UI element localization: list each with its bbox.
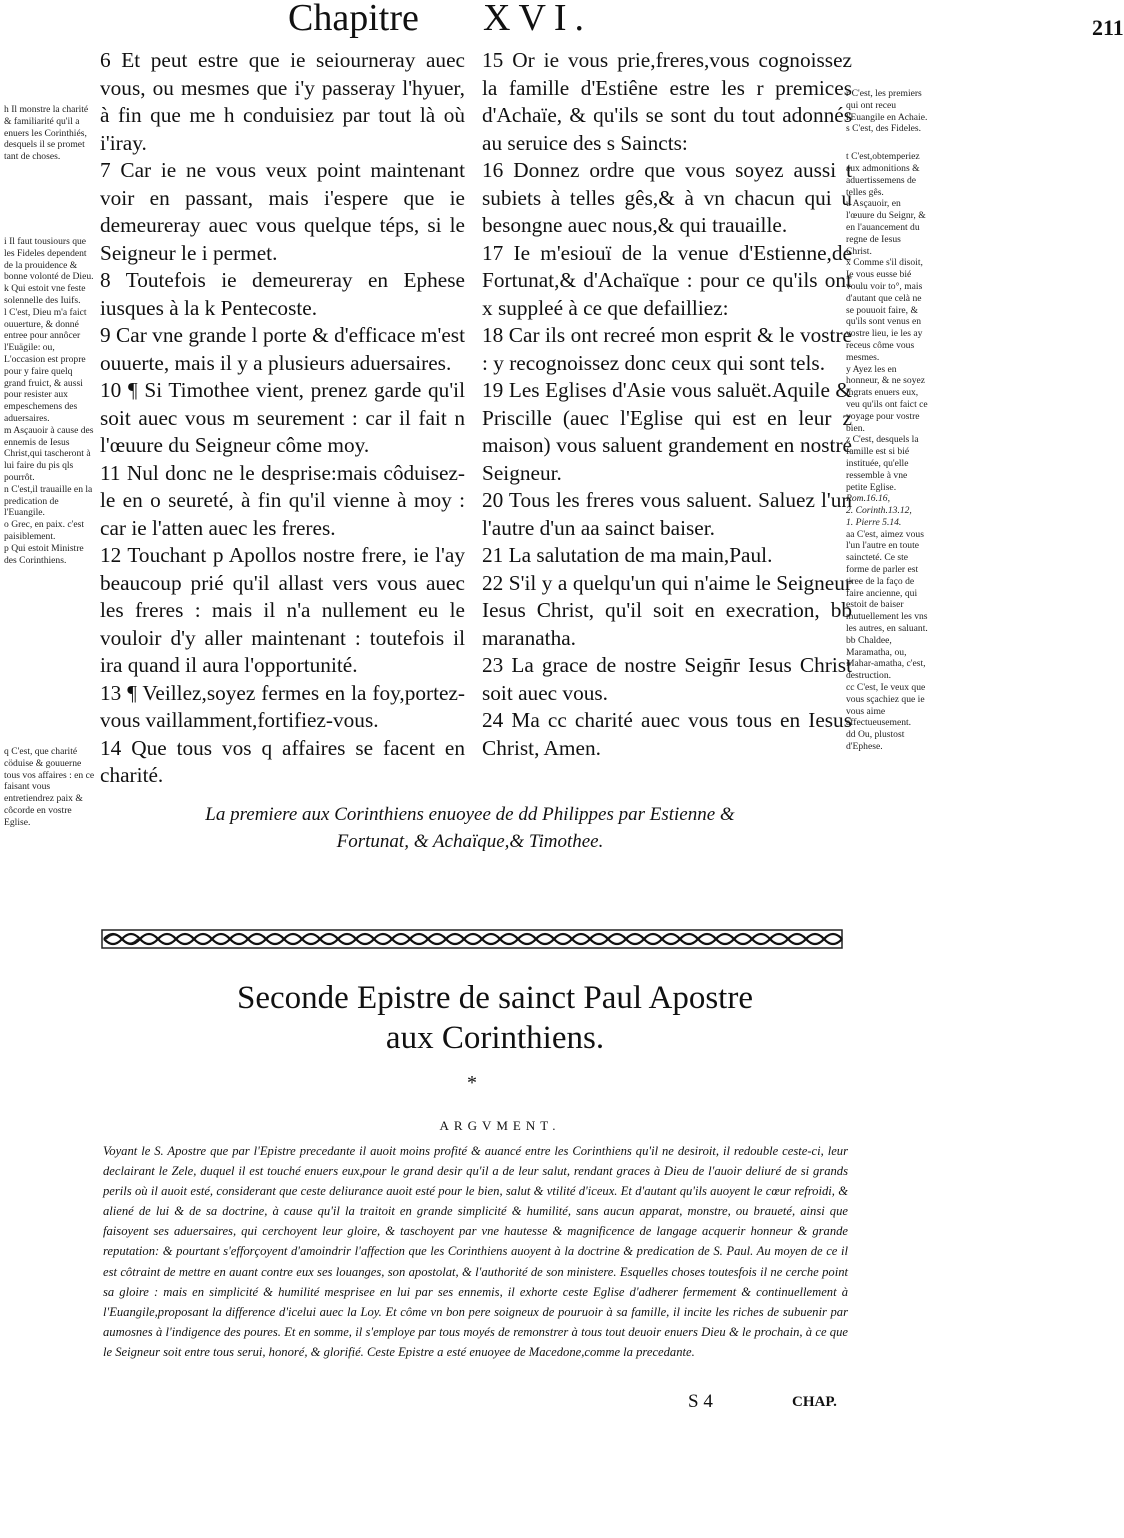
margin-note: z C'est, desquels la famille est si bié instituée, qu'elle ressemble à vne petite Eglise. [846, 434, 919, 493]
margin-note: dd Ou, plustost d'Ephese. [846, 729, 905, 753]
margin-note: aa C'est, aimez vous l'un l'autre en toute saincteté. Ce ste forme de parler est tiree de la faço de faire ancienne, qui estoit de baiser mutuellement les vns les autres, en saluant. [846, 528, 928, 635]
epistle-title-line-2: aux Corinthiens. [385, 1020, 605, 1056]
running-head [280, 0, 1124, 42]
verse: 24 Ma cc charité auec vous tous en Iesus Christ, Amen. [482, 708, 852, 760]
margin-note: cc C'est, Ie veux que vous sçachiez que ie vous aime affectueusement. [846, 682, 926, 729]
margin-note: m Asçauoir à cause des ennemis de Iesus Christ,qui tascheront à lui faire du pis qls pourrôt. [4, 424, 94, 483]
verse: 22 S'il y a quelqu'un qui n'aime le Seigneur Iesus Christ, qu'il soit en execration, bb maranatha. [482, 570, 852, 650]
margin-note: n C'est,il trauaille en la predication de l'Euangile. [4, 483, 93, 519]
colophon-line-1: La premiere aux Corinthiens enuoyee de dd Philippes par Estienne & [205, 804, 735, 825]
margin-note: p Qui estoit Ministre des Corinthiens. [4, 542, 84, 566]
margin-note: i Il faut tousiours que les Fideles dependent de la prouidence & bonne volonté de Dieu. [4, 236, 94, 283]
margin-note: bb Chaldee, Maramatha, ou, Mahar-amatha, c'est, destruction. [846, 634, 926, 682]
epistle-title-line-1: Seconde Epistre de sainct Paul Apostre [237, 980, 753, 1016]
left-margin-notes-2 [4, 236, 96, 566]
verse: 12 Touchant p Apollos nostre frere, ie l'ay beaucoup prié qu'il allast vers vous auec les freres : mais il n'a nullement eu le vouloir d'y aller maintenant : toutefois il ira quand il aura l'opportunité. [100, 543, 465, 677]
margin-note: u Asçauoir, en l'œuure du Seignr, & en l'auancement du regne de Iesus Christ. [846, 198, 926, 257]
verse: 7 Car ie ne vous veux point maintenant voir en passant, mais i'espere que ie demeureray auec vous quelque téps, si le Seigneur le i permet. [100, 158, 465, 265]
margin-note: t C'est,obtemperiez aux admonitions & aduertissemens de telles gês. [846, 151, 920, 198]
colophon-line-2: Fortunat, & Achaïque,& Timothee. [336, 831, 604, 852]
margin-note: r C'est, les premiers qui ont receu l'Euangile en Achaie. [846, 88, 928, 123]
left-text-column [100, 47, 465, 790]
running-head-chapter: Chapitre [288, 0, 419, 39]
margin-note: h Il monstre la charité & familiarité qu'il a enuers les Corinthiés, desquels il se promet tant de choses. [4, 104, 89, 163]
ornamental-band [102, 928, 842, 950]
verse: 10 ¶ Si Timothee vient, prenez garde qu'il soit auec vous m seurement : car il fait n l'œuure du Seigneur côme moy. [100, 378, 465, 457]
running-head-number: XVI. [483, 0, 593, 39]
verse: 6 Et peut estre que ie seiourneray auec vous, ou mesmes que i'y passeray l'hyuer, à fin que me h conduisiez par tout là où i'iray. [100, 48, 465, 155]
margin-note: k Qui estoit vne feste solennelle des Iuifs. [4, 283, 86, 306]
cross-reference: 2. Corinth.13.12, [846, 505, 912, 517]
left-margin-notes-1 [4, 104, 96, 163]
margin-note: l C'est, Dieu m'a faict ouuerture, & donné entree pour annôcer l'Euägile: ou, L'occasion est propre pour y faire quelq grand fruict, & aussi pour resister aux empeschemens des aduersaires. [4, 306, 87, 424]
cross-reference: Rom.16.16, [846, 493, 890, 505]
epistle-title [170, 978, 820, 1058]
argument-heading: ARGVMENT. [439, 1118, 561, 1133]
page-number: 211 [1092, 15, 1124, 40]
cross-reference: 1. Pierre 5.14. [846, 516, 902, 528]
colophon [190, 801, 750, 855]
asterisk-glyph: * [467, 1072, 477, 1094]
margin-note: q C'est, que charité cöduise & gouuerne tous vos affaires : en ce faisant vous entretiendrez paix & côcorde en vostre Eglise. [4, 746, 95, 828]
left-margin-notes-3 [4, 746, 96, 829]
verse: 18 Car ils ont recreé mon esprit & le vostre : y recognoissez donc ceux qui sont tels. [482, 323, 852, 375]
verse: 17 Ie m'esiouï de la venue d'Estienne,de Fortunat,& d'Achaïque : pour ce qu'ils ont x suppleé à ce que defailliez: [482, 240, 852, 320]
right-margin-notes [846, 88, 928, 753]
right-text-column [482, 47, 852, 762]
margin-note: s C'est, des Fideles. [846, 123, 922, 135]
verse: 23 La grace de nostre Seign̄r Iesus Christ soit auec vous. [482, 653, 852, 705]
verse: 11 Nul donc ne le desprise:mais côduisez-le en o seureté, à fin qu'il vienne à moy : car ie l'atten auec les freres. [100, 460, 465, 540]
verse: 16 Donnez ordre que vous soyez aussi t subiets à telles gês,& à vn chacun qui u besongne auec nous,& qui trauaille. [482, 158, 852, 237]
verse: 19 Les Eglises d'Asie vous saluët.Aquile & Priscille (auec l'Eglise qui est en leur z maison) vous saluent grandement en nostre Seigneur. [482, 378, 852, 485]
verse: 8 Toutefois ie demeureray en Ephese iusques à la k Pentecoste. [100, 268, 465, 320]
verse: 15 Or ie vous prie,freres,vous cognoissez la famille d'Estiêne estre les r premices d'Achaïe, & qu'ils se sont du tout adonnés au seruice des s Saincts: [482, 48, 852, 155]
signature-mark: S 4 [688, 1391, 713, 1412]
catchword: CHAP. [792, 1394, 837, 1410]
margin-note: y Ayez les en honneur, & ne soyez ingrats enuers eux, veu qu'ils ont faict ce voyage pour vostre bien. [846, 363, 928, 434]
verse: 21 La salutation de ma main,Paul. [482, 543, 773, 567]
verse: 13 ¶ Veillez,soyez fermes en la foy,portez-vous vaillamment,fortifiez-vous. [100, 680, 465, 732]
verse: 20 Tous les freres vous saluent. Saluez l'un l'autre d'un aa sainct baiser. [482, 488, 852, 540]
verse: 9 Car vne grande l porte & d'efficace m'est ouuerte, mais il y a plusieurs aduersaires. [100, 323, 465, 375]
margin-note: o Grec, en paix. c'est paisiblement. [4, 519, 85, 542]
margin-note: x Comme s'il disoit, Ie vous eusse bié voulu voir to°, mais d'autant que celà ne se pouuoit faire, & qu'ils sont venus en vostre lieu, ie les ay receus côme vous mesmes. [846, 257, 923, 363]
verse: 14 Que tous vos q affaires se facent en charité. [100, 735, 465, 787]
argument-text: Voyant le S. Apostre que par l'Epistre precedante il auoit moins profité & auancé entre les Corinthiens qu'il ne desiroit, il redouble ceste-ci, leur declairant le Zele, duquel il est touché enuers eux,pour le grand desir qu'il a de leur salut, rendant graces à Dieu de l'auoir deliuré de si grands perils où il auoit esté, considerant que ceste deliurance auoit esté pour le bien, salut & vtilité d'iceux. Et d'autant qu'ils auoyent le cœur refroidi, & aliené de lui & de sa doctrine, à cause qu'il la traitoit en grande simplicité & humilité, sans aucun apparat, monstre, ou braueté, ainsi que faisoyent ses aduersaires, qui cerchoyent leur gloire, & taschoyent par vne hautesse & magnificence de langage acquerir honneur & grande reputation: & pourtant s'efforçoyent d'amoindrir l'affection que les Corinthiens auoyent à la doctrine & predication de S. Paul. Au moyen de ce il est côtraint de mettre en auant contre eux ses louanges, son apostolat, & l'authorité de son ministere. Esquelles choses toutesfois il ne cerche point sa gloire : mais en simplicité & humilité mesprisee en lui par ses ennemis, il exhorte ceste Eglise d'adherer fermement & continuellement à l'Euangile,proposant la difference d'icelui auec la Loy. Et côme vn bon pere soigneux de pouruoir à sa famille, il incite les riches de subuenir par aumosnes à l'indigence des poures. Et en somme, il s'employe par tous moyés de remonstrer à tous tout deuoir enuers Dieu & le prochain, à ce que le Seigneur soit entre tous serui, honoré, & glorifié. Ceste Epistre a esté enuoyee de Macedone,comme la precedante. [103, 1144, 848, 1359]
